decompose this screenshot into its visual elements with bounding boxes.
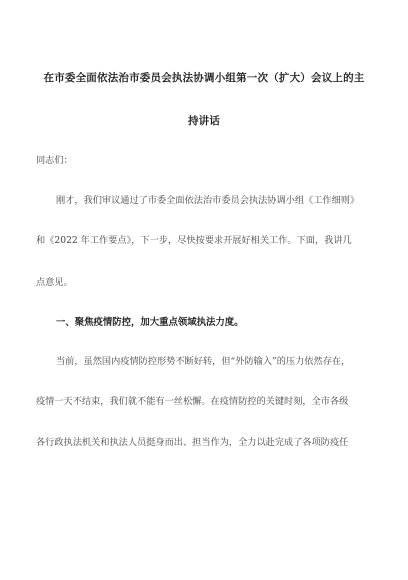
paragraph-1-line-3: 点意见。	[36, 277, 73, 288]
salutation: 同志们：	[36, 155, 73, 166]
document-title-line-1: 在市委全面依法治市委员会执法协调小组第一次（扩大）会议上的主	[43, 72, 365, 84]
paragraph-1-line-2: 和《2022 年工作要点》，下一步，尽快按要求开展好相关工作。下面，我讲几	[36, 235, 352, 246]
paragraph-1-line-1: 刚才，我们审议通过了市委全面依法治市委员会执法协调小组《工作细则》	[56, 195, 360, 206]
paragraph-2-line-2: 疫情一天不结束，我们就不能有一丝松懈。在疫情防控的关键时刻，全市各级	[36, 396, 349, 407]
document-title-line-2: 持讲话	[187, 115, 221, 127]
paragraph-2-line-3: 各行政执法机关和执法人员挺身而出、担当作为，全力以赴完成了各项防疫任	[36, 437, 349, 448]
paragraph-2-line-1: 当前，虽然国内疫情防控形势不断好转，但“外防输入”的压力依然存在，	[56, 356, 351, 367]
section-1-heading: 一、聚焦疫情防控，加大重点领域执法力度。	[56, 317, 244, 328]
